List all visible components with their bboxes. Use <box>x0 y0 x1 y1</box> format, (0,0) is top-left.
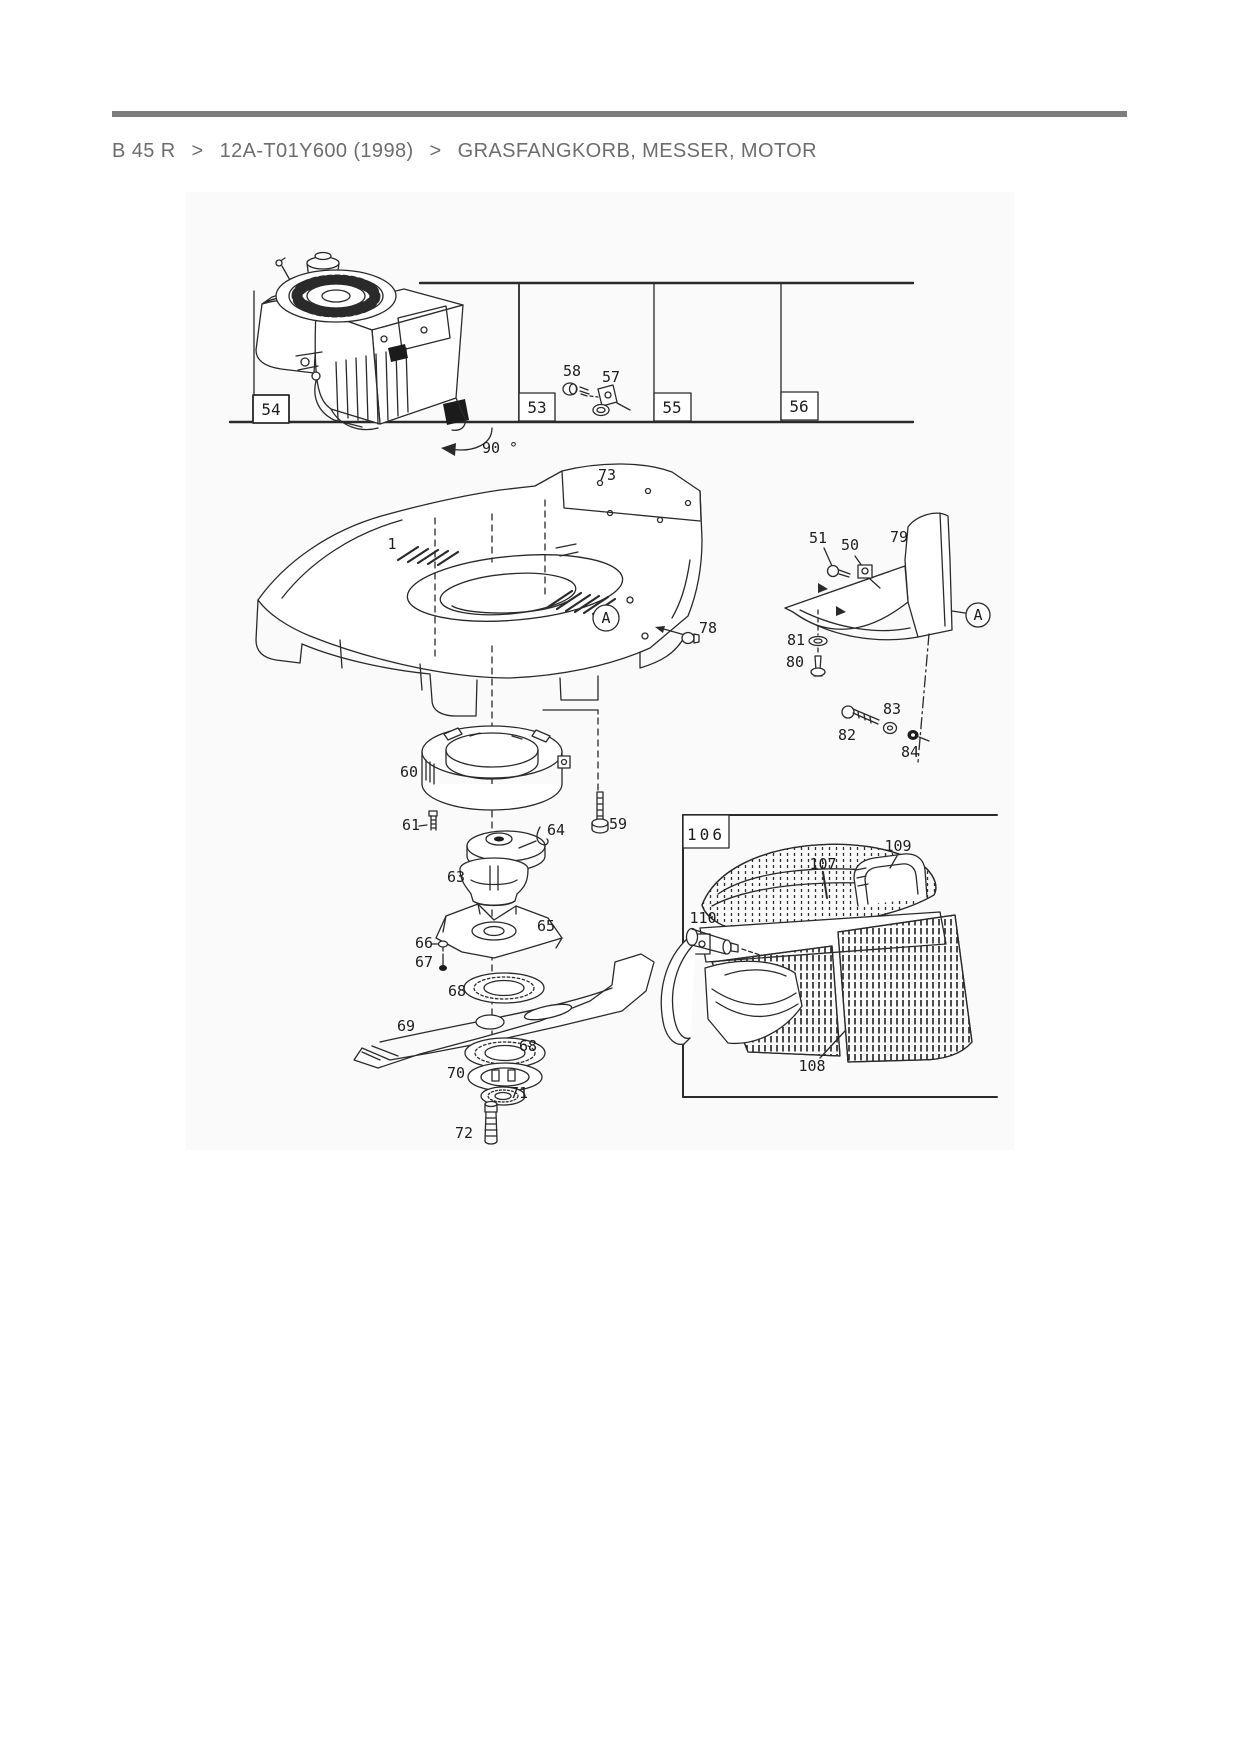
callout-107: 107 <box>809 855 837 873</box>
callout-73: 73 <box>597 466 617 484</box>
part-68-upper-washer <box>464 973 544 1003</box>
breadcrumb-separator: > <box>429 140 442 162</box>
callout-109: 109 <box>884 837 912 855</box>
callout-1: 1 <box>387 535 397 553</box>
part-110-bolt <box>687 929 698 946</box>
breadcrumb-model[interactable]: B 45 R <box>112 140 176 162</box>
callout-80: 80 <box>785 653 805 671</box>
callout-72: 72 <box>454 1124 474 1142</box>
callout-58: 58 <box>562 362 582 380</box>
callout-68-lower: 68 <box>518 1037 538 1055</box>
blade-adapter-ring-60 <box>422 726 570 810</box>
callout-79: 79 <box>889 528 909 546</box>
callout-65: 65 <box>536 917 556 935</box>
callout-84: 84 <box>900 743 920 761</box>
view-marker-a-flap-label: A <box>973 606 983 624</box>
callout-64: 64 <box>546 821 566 839</box>
callout-54: 54 <box>261 400 281 419</box>
callout-83: 83 <box>882 700 902 718</box>
callout-69: 69 <box>396 1017 416 1035</box>
callout-70: 70 <box>446 1064 466 1082</box>
breadcrumb-article[interactable]: 12A-T01Y600 (1998) <box>219 140 414 162</box>
callout-59: 59 <box>608 815 628 833</box>
callout-51: 51 <box>808 529 828 547</box>
callout-55: 55 <box>662 398 682 417</box>
callout-56: 56 <box>789 397 809 416</box>
callout-81: 81 <box>786 631 806 649</box>
callout-78: 78 <box>698 619 718 637</box>
callout-50: 50 <box>840 536 860 554</box>
view-marker-a-deck-label: A <box>601 609 611 627</box>
callout-110: 110 <box>689 909 717 927</box>
callout-61: 61 <box>401 816 421 834</box>
callout-53: 53 <box>527 398 547 417</box>
callout-67: 67 <box>414 953 434 971</box>
breadcrumb-separator: > <box>191 140 204 162</box>
breadcrumb-section-title: GRASFANGKORB, MESSER, MOTOR <box>457 140 817 162</box>
callout-60: 60 <box>399 763 419 781</box>
callout-108: 108 <box>798 1057 826 1075</box>
callout-71: 71 <box>509 1084 529 1102</box>
callout-68-upper: 68 <box>447 982 467 1000</box>
callout-66: 66 <box>414 934 434 952</box>
rotation-90-label: 90 ° <box>481 439 519 457</box>
callout-106: 106 <box>687 825 725 844</box>
callout-82: 82 <box>837 726 857 744</box>
callout-63: 63 <box>446 868 466 886</box>
callout-57: 57 <box>601 368 621 386</box>
